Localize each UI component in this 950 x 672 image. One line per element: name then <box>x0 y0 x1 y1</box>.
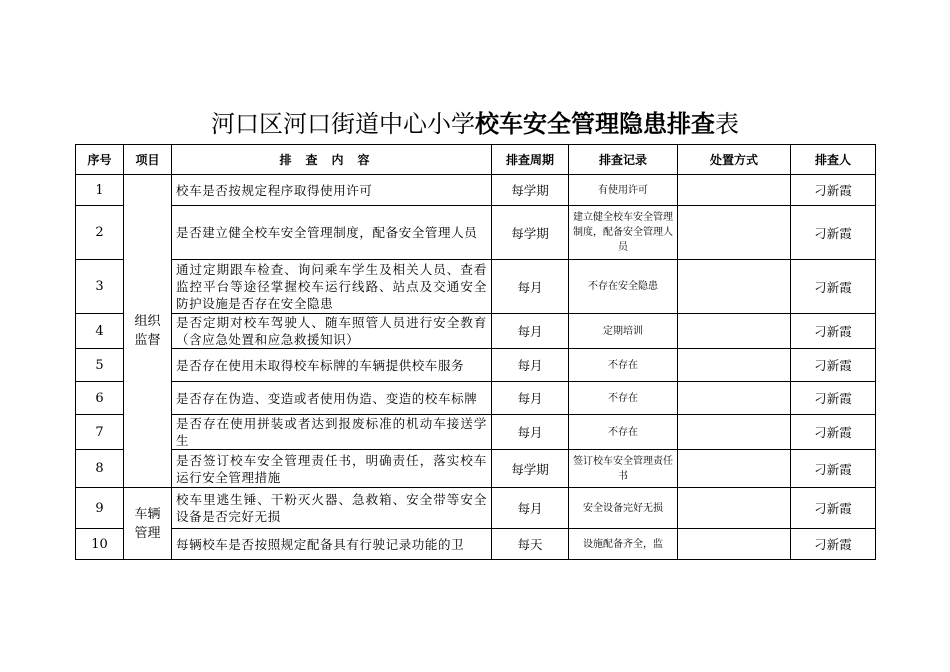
row-record: 不存在 <box>569 382 678 415</box>
row-person: 刁新霞 <box>791 450 876 488</box>
header-category: 项目 <box>124 145 172 175</box>
row-record: 安全设备完好无损 <box>569 488 678 529</box>
row-content: 通过定期跟车检查、询问乘车学生及相关人员、查看监控平台等途径掌握校车运行线路、站点及交通安全防护设施是否存在安全隐患 <box>172 260 492 314</box>
row-person: 刁新霞 <box>791 260 876 314</box>
row-person: 刁新霞 <box>791 175 876 206</box>
row-person: 刁新霞 <box>791 415 876 450</box>
row-record: 有使用许可 <box>569 175 678 206</box>
category-supervision <box>124 175 172 488</box>
row-no: 5 <box>76 349 124 382</box>
header-person: 排查人 <box>791 145 876 175</box>
title-school: 河口区河口街道中心小学 <box>211 110 475 138</box>
row-person: 刁新霞 <box>791 529 876 560</box>
row-person: 刁新霞 <box>791 382 876 415</box>
row-period: 每学期 <box>492 175 569 206</box>
row-record: 不存在 <box>569 349 678 382</box>
row-person: 刁新霞 <box>791 206 876 260</box>
row-action <box>678 314 791 349</box>
header-period: 排查周期 <box>492 145 569 175</box>
category-label: 组织 监督 <box>134 314 161 348</box>
table-row <box>76 206 876 260</box>
row-action <box>678 260 791 314</box>
row-action <box>678 529 791 560</box>
header-action: 处置方式 <box>678 145 791 175</box>
table-row <box>76 382 876 415</box>
row-action <box>678 488 791 529</box>
row-period: 每月 <box>492 260 569 314</box>
row-no: 8 <box>76 450 124 488</box>
table-row <box>76 529 876 560</box>
row-content: 是否定期对校车驾驶人、随车照管人员进行安全教育（含应急处置和应急救援知识） <box>172 314 492 349</box>
row-period: 每月 <box>492 349 569 382</box>
row-record: 不存在安全隐患 <box>569 260 678 314</box>
row-no: 6 <box>76 382 124 415</box>
row-action <box>678 206 791 260</box>
title-subject: 校车安全管理隐患排查 <box>475 109 715 138</box>
row-no: 2 <box>76 206 124 260</box>
row-period: 每月 <box>492 488 569 529</box>
row-period: 每月 <box>492 314 569 349</box>
row-content: 是否存在使用拼装或者达到报废标准的机动车接送学生 <box>172 415 492 450</box>
header-record: 排查记录 <box>569 145 678 175</box>
row-content: 是否签订校车安全管理责任书，明确责任，落实校车运行安全管理措施 <box>172 450 492 488</box>
table-header-row <box>76 145 876 175</box>
row-person: 刁新霞 <box>791 488 876 529</box>
table-row <box>76 260 876 314</box>
table-row <box>76 450 876 488</box>
header-no: 序号 <box>76 145 124 175</box>
row-record: 定期培训 <box>569 314 678 349</box>
row-no: 10 <box>76 529 124 560</box>
table-row <box>76 415 876 450</box>
row-person: 刁新霞 <box>791 314 876 349</box>
document-title <box>0 108 950 140</box>
category-vehicle <box>124 488 172 560</box>
row-content: 是否存在伪造、变造或者使用伪造、变造的校车标牌 <box>172 382 492 415</box>
row-action <box>678 382 791 415</box>
row-action <box>678 450 791 488</box>
row-no: 9 <box>76 488 124 529</box>
table-row <box>76 488 876 529</box>
row-period: 每天 <box>492 529 569 560</box>
row-period: 每学期 <box>492 206 569 260</box>
category-label: 车辆 管理 <box>134 506 161 541</box>
row-no: 1 <box>76 175 124 206</box>
row-person: 刁新霞 <box>791 349 876 382</box>
row-content: 是否建立健全校车安全管理制度，配备安全管理人员 <box>172 206 492 260</box>
row-record: 建立健全校车安全管理制度，配备安全管理人员 <box>569 206 678 260</box>
title-suffix: 表 <box>715 110 739 138</box>
row-record: 签订校车安全管理责任书 <box>569 450 678 488</box>
table-row <box>76 314 876 349</box>
row-action <box>678 175 791 206</box>
row-content: 是否存在使用未取得校车标牌的车辆提供校车服务 <box>172 349 492 382</box>
row-content: 校车是否按规定程序取得使用许可 <box>172 175 492 206</box>
row-action <box>678 349 791 382</box>
row-period: 每学期 <box>492 450 569 488</box>
header-content: 排查内容 <box>172 145 492 175</box>
row-no: 4 <box>76 314 124 349</box>
row-content: 每辆校车是否按照规定配备具有行驶记录功能的卫 <box>172 529 492 560</box>
row-period: 每月 <box>492 415 569 450</box>
row-record: 设施配备齐全，监 <box>569 529 678 560</box>
row-action <box>678 415 791 450</box>
row-period: 每月 <box>492 382 569 415</box>
row-no: 7 <box>76 415 124 450</box>
row-record: 不存在 <box>569 415 678 450</box>
table-row <box>76 175 876 206</box>
inspection-table <box>75 144 876 560</box>
table-row <box>76 349 876 382</box>
row-content: 校车里逃生锤、干粉灭火器、急救箱、安全带等安全设备是否完好无损 <box>172 488 492 529</box>
row-no: 3 <box>76 260 124 314</box>
